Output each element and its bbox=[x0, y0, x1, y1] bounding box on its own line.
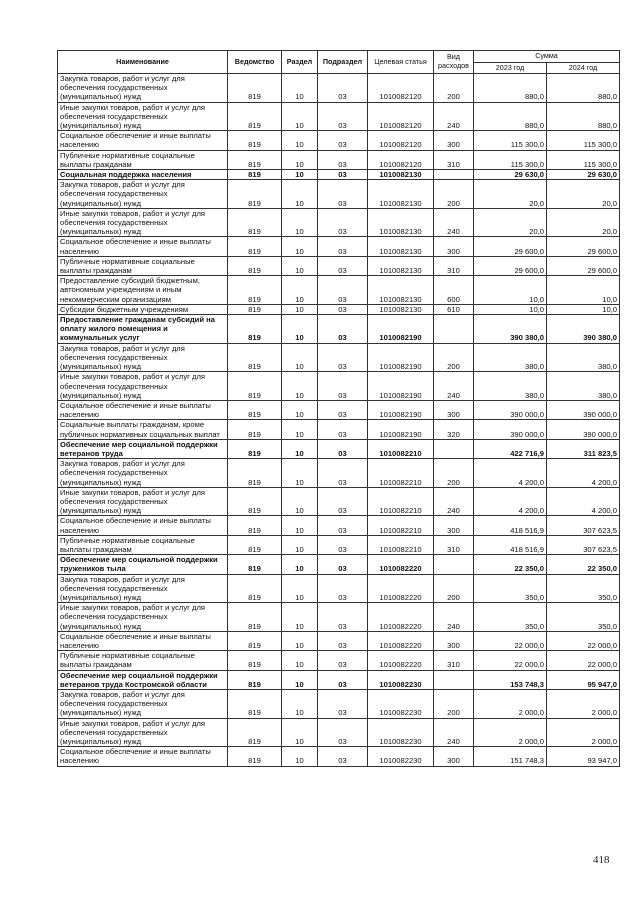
cell-name: Иные закупки товаров, работ и услуг для обеспечения государственных (муниципальных) нужд bbox=[58, 372, 228, 401]
cell-sum-2024: 390 000,0 bbox=[547, 400, 620, 419]
cell-sum-2023: 115 300,0 bbox=[474, 131, 547, 150]
table-row bbox=[58, 459, 620, 488]
cell-celevaya: 1010082220 bbox=[368, 631, 434, 650]
cell-sum-2023: 29 600,0 bbox=[474, 237, 547, 256]
cell-celevaya: 1010082210 bbox=[368, 516, 434, 535]
col-summa-header: Сумма bbox=[474, 51, 620, 63]
cell-vedomstvo: 819 bbox=[228, 670, 282, 689]
cell-vid: 240 bbox=[434, 208, 474, 237]
cell-podrazdel: 03 bbox=[318, 516, 368, 535]
cell-sum-2023: 20,0 bbox=[474, 208, 547, 237]
cell-razdel: 10 bbox=[282, 276, 318, 305]
cell-podrazdel: 03 bbox=[318, 747, 368, 766]
budget-table-sheet bbox=[57, 50, 619, 767]
cell-podrazdel: 03 bbox=[318, 574, 368, 603]
cell-sum-2023: 22 000,0 bbox=[474, 631, 547, 650]
cell-podrazdel: 03 bbox=[318, 102, 368, 131]
cell-vedomstvo: 819 bbox=[228, 372, 282, 401]
table-header bbox=[58, 51, 620, 74]
cell-sum-2023: 350,0 bbox=[474, 574, 547, 603]
cell-name: Предоставление гражданам субсидий на оплату жилого помещения и коммунальных услуг bbox=[58, 315, 228, 344]
cell-celevaya: 1010082190 bbox=[368, 400, 434, 419]
cell-podrazdel: 03 bbox=[318, 535, 368, 554]
cell-sum-2023: 2 000,0 bbox=[474, 690, 547, 719]
cell-vedomstvo: 819 bbox=[228, 535, 282, 554]
table-row bbox=[58, 276, 620, 305]
cell-podrazdel: 03 bbox=[318, 400, 368, 419]
cell-name: Социальное обеспечение и иные выплаты населению bbox=[58, 131, 228, 150]
cell-name: Публичные нормативные социальные выплаты гражданам bbox=[58, 256, 228, 275]
cell-razdel: 10 bbox=[282, 102, 318, 131]
cell-sum-2024: 10,0 bbox=[547, 304, 620, 314]
table-row bbox=[58, 487, 620, 516]
cell-razdel: 10 bbox=[282, 535, 318, 554]
cell-podrazdel: 03 bbox=[318, 420, 368, 439]
cell-name: Иные закупки товаров, работ и услуг для обеспечения государственных (муниципальных) нужд bbox=[58, 718, 228, 747]
cell-celevaya: 1010082220 bbox=[368, 603, 434, 632]
cell-sum-2024: 4 200,0 bbox=[547, 487, 620, 516]
budget-table bbox=[57, 50, 620, 767]
cell-vid bbox=[434, 670, 474, 689]
cell-vedomstvo: 819 bbox=[228, 131, 282, 150]
cell-celevaya: 1010082190 bbox=[368, 372, 434, 401]
cell-name: Публичные нормативные социальные выплаты гражданам bbox=[58, 535, 228, 554]
table-row bbox=[58, 102, 620, 131]
table-row bbox=[58, 372, 620, 401]
cell-celevaya: 1010082210 bbox=[368, 439, 434, 458]
cell-name: Социальное обеспечение и иные выплаты населению bbox=[58, 237, 228, 256]
cell-vid: 200 bbox=[434, 343, 474, 372]
cell-name: Социальное обеспечение и иные выплаты населению bbox=[58, 400, 228, 419]
cell-vedomstvo: 819 bbox=[228, 208, 282, 237]
cell-name: Иные закупки товаров, работ и услуг для обеспечения государственных (муниципальных) нужд bbox=[58, 487, 228, 516]
cell-vedomstvo: 819 bbox=[228, 237, 282, 256]
table-row bbox=[58, 74, 620, 103]
cell-celevaya: 1010082220 bbox=[368, 574, 434, 603]
cell-celevaya: 1010082210 bbox=[368, 535, 434, 554]
cell-vid: 240 bbox=[434, 603, 474, 632]
cell-sum-2023: 22 350,0 bbox=[474, 555, 547, 574]
cell-vedomstvo: 819 bbox=[228, 420, 282, 439]
cell-vid: 200 bbox=[434, 74, 474, 103]
cell-celevaya: 1010082230 bbox=[368, 747, 434, 766]
cell-celevaya: 1010082190 bbox=[368, 315, 434, 344]
cell-name: Закупка товаров, работ и услуг для обеспечения государственных (муниципальных) нужд bbox=[58, 74, 228, 103]
cell-vid: 300 bbox=[434, 131, 474, 150]
cell-celevaya: 1010082120 bbox=[368, 150, 434, 169]
cell-vedomstvo: 819 bbox=[228, 315, 282, 344]
cell-sum-2024: 880,0 bbox=[547, 102, 620, 131]
cell-vedomstvo: 819 bbox=[228, 690, 282, 719]
cell-vedomstvo: 819 bbox=[228, 459, 282, 488]
cell-vid: 310 bbox=[434, 150, 474, 169]
cell-razdel: 10 bbox=[282, 574, 318, 603]
cell-sum-2024: 307 623,5 bbox=[547, 535, 620, 554]
cell-sum-2024: 29 630,0 bbox=[547, 170, 620, 180]
cell-sum-2023: 380,0 bbox=[474, 343, 547, 372]
cell-podrazdel: 03 bbox=[318, 372, 368, 401]
cell-vedomstvo: 819 bbox=[228, 400, 282, 419]
cell-sum-2023: 151 748,3 bbox=[474, 747, 547, 766]
cell-sum-2024: 4 200,0 bbox=[547, 459, 620, 488]
table-row bbox=[58, 603, 620, 632]
cell-vid: 310 bbox=[434, 651, 474, 670]
cell-sum-2023: 390 000,0 bbox=[474, 400, 547, 419]
table-row bbox=[58, 208, 620, 237]
cell-sum-2024: 311 823,5 bbox=[547, 439, 620, 458]
cell-celevaya: 1010082120 bbox=[368, 102, 434, 131]
cell-celevaya: 1010082120 bbox=[368, 131, 434, 150]
cell-vedomstvo: 819 bbox=[228, 343, 282, 372]
cell-name: Иные закупки товаров, работ и услуг для обеспечения государственных (муниципальных) нужд bbox=[58, 603, 228, 632]
cell-sum-2024: 20,0 bbox=[547, 180, 620, 209]
cell-celevaya: 1010082190 bbox=[368, 343, 434, 372]
cell-razdel: 10 bbox=[282, 555, 318, 574]
cell-celevaya: 1010082230 bbox=[368, 670, 434, 689]
cell-vedomstvo: 819 bbox=[228, 170, 282, 180]
cell-podrazdel: 03 bbox=[318, 603, 368, 632]
cell-vedomstvo: 819 bbox=[228, 304, 282, 314]
table-row bbox=[58, 690, 620, 719]
cell-sum-2024: 380,0 bbox=[547, 372, 620, 401]
cell-podrazdel: 03 bbox=[318, 343, 368, 372]
cell-sum-2023: 4 200,0 bbox=[474, 487, 547, 516]
cell-sum-2024: 93 947,0 bbox=[547, 747, 620, 766]
table-row bbox=[58, 535, 620, 554]
cell-vid: 240 bbox=[434, 718, 474, 747]
cell-podrazdel: 03 bbox=[318, 487, 368, 516]
cell-sum-2024: 95 947,0 bbox=[547, 670, 620, 689]
table-row bbox=[58, 718, 620, 747]
cell-razdel: 10 bbox=[282, 74, 318, 103]
cell-sum-2023: 880,0 bbox=[474, 74, 547, 103]
cell-vedomstvo: 819 bbox=[228, 487, 282, 516]
cell-razdel: 10 bbox=[282, 439, 318, 458]
cell-sum-2023: 390 380,0 bbox=[474, 315, 547, 344]
cell-name: Социальное обеспечение и иные выплаты населению bbox=[58, 516, 228, 535]
cell-name: Закупка товаров, работ и услуг для обеспечения государственных (муниципальных) нужд bbox=[58, 343, 228, 372]
cell-celevaya: 1010082120 bbox=[368, 74, 434, 103]
cell-name: Предоставление субсидий бюджетным, автономным учреждениям и иным некоммерческим организациям bbox=[58, 276, 228, 305]
cell-podrazdel: 03 bbox=[318, 459, 368, 488]
cell-podrazdel: 03 bbox=[318, 315, 368, 344]
cell-celevaya: 1010082230 bbox=[368, 718, 434, 747]
cell-name: Закупка товаров, работ и услуг для обеспечения государственных (муниципальных) нужд bbox=[58, 690, 228, 719]
cell-razdel: 10 bbox=[282, 170, 318, 180]
cell-sum-2023: 29 600,0 bbox=[474, 256, 547, 275]
cell-razdel: 10 bbox=[282, 237, 318, 256]
cell-vedomstvo: 819 bbox=[228, 555, 282, 574]
cell-celevaya: 1010082220 bbox=[368, 555, 434, 574]
cell-vedomstvo: 819 bbox=[228, 74, 282, 103]
cell-vid: 300 bbox=[434, 631, 474, 650]
cell-celevaya: 1010082130 bbox=[368, 208, 434, 237]
cell-name: Закупка товаров, работ и услуг для обеспечения государственных (муниципальных) нужд bbox=[58, 180, 228, 209]
cell-vid: 240 bbox=[434, 102, 474, 131]
cell-name: Закупка товаров, работ и услуг для обеспечения государственных (муниципальных) нужд bbox=[58, 574, 228, 603]
cell-razdel: 10 bbox=[282, 718, 318, 747]
cell-vid: 240 bbox=[434, 372, 474, 401]
cell-celevaya: 1010082130 bbox=[368, 170, 434, 180]
cell-vid: 200 bbox=[434, 180, 474, 209]
cell-vedomstvo: 819 bbox=[228, 631, 282, 650]
col-2023-header: 2023 год bbox=[474, 63, 547, 74]
cell-vedomstvo: 819 bbox=[228, 439, 282, 458]
col-razdel-header: Раздел bbox=[282, 51, 318, 74]
cell-vedomstvo: 819 bbox=[228, 603, 282, 632]
cell-vedomstvo: 819 bbox=[228, 150, 282, 169]
cell-sum-2024: 350,0 bbox=[547, 603, 620, 632]
cell-sum-2023: 22 000,0 bbox=[474, 651, 547, 670]
table-row bbox=[58, 516, 620, 535]
cell-razdel: 10 bbox=[282, 747, 318, 766]
cell-podrazdel: 03 bbox=[318, 180, 368, 209]
col-name-header: Наименование bbox=[58, 51, 228, 74]
cell-podrazdel: 03 bbox=[318, 651, 368, 670]
cell-sum-2023: 4 200,0 bbox=[474, 459, 547, 488]
cell-vid: 300 bbox=[434, 400, 474, 419]
cell-podrazdel: 03 bbox=[318, 150, 368, 169]
cell-celevaya: 1010082210 bbox=[368, 459, 434, 488]
cell-razdel: 10 bbox=[282, 372, 318, 401]
table-row bbox=[58, 631, 620, 650]
cell-razdel: 10 bbox=[282, 670, 318, 689]
cell-vid bbox=[434, 315, 474, 344]
cell-sum-2023: 350,0 bbox=[474, 603, 547, 632]
cell-vid bbox=[434, 439, 474, 458]
col-vedomstvo-header: Ведомство bbox=[228, 51, 282, 74]
cell-name: Социальные выплаты гражданам, кроме публичных нормативных социальных выплат bbox=[58, 420, 228, 439]
cell-name: Иные закупки товаров, работ и услуг для обеспечения государственных (муниципальных) нужд bbox=[58, 102, 228, 131]
cell-vid: 600 bbox=[434, 276, 474, 305]
cell-razdel: 10 bbox=[282, 603, 318, 632]
cell-vedomstvo: 819 bbox=[228, 651, 282, 670]
cell-vid: 300 bbox=[434, 516, 474, 535]
page-number: 418 bbox=[593, 854, 610, 866]
table-body bbox=[58, 74, 620, 767]
cell-sum-2023: 380,0 bbox=[474, 372, 547, 401]
cell-name: Обеспечение мер социальной поддержки ветеранов труда Костромской области bbox=[58, 670, 228, 689]
cell-razdel: 10 bbox=[282, 631, 318, 650]
cell-celevaya: 1010082190 bbox=[368, 420, 434, 439]
cell-razdel: 10 bbox=[282, 256, 318, 275]
cell-podrazdel: 03 bbox=[318, 74, 368, 103]
cell-sum-2024: 29 600,0 bbox=[547, 237, 620, 256]
cell-razdel: 10 bbox=[282, 150, 318, 169]
cell-razdel: 10 bbox=[282, 420, 318, 439]
cell-sum-2023: 390 000,0 bbox=[474, 420, 547, 439]
table-row bbox=[58, 315, 620, 344]
cell-name: Социальное обеспечение и иные выплаты населению bbox=[58, 631, 228, 650]
cell-podrazdel: 03 bbox=[318, 208, 368, 237]
table-row bbox=[58, 304, 620, 314]
cell-podrazdel: 03 bbox=[318, 256, 368, 275]
cell-razdel: 10 bbox=[282, 180, 318, 209]
cell-sum-2024: 350,0 bbox=[547, 574, 620, 603]
cell-razdel: 10 bbox=[282, 343, 318, 372]
cell-sum-2023: 10,0 bbox=[474, 304, 547, 314]
cell-razdel: 10 bbox=[282, 315, 318, 344]
cell-name: Обеспечение мер социальной поддержки ветеранов труда bbox=[58, 439, 228, 458]
cell-vedomstvo: 819 bbox=[228, 180, 282, 209]
cell-name: Субсидии бюджетным учреждениям bbox=[58, 304, 228, 314]
cell-vid: 300 bbox=[434, 237, 474, 256]
cell-razdel: 10 bbox=[282, 651, 318, 670]
cell-sum-2023: 10,0 bbox=[474, 276, 547, 305]
cell-razdel: 10 bbox=[282, 459, 318, 488]
cell-name: Публичные нормативные социальные выплаты гражданам bbox=[58, 150, 228, 169]
cell-vedomstvo: 819 bbox=[228, 718, 282, 747]
table-row bbox=[58, 420, 620, 439]
cell-podrazdel: 03 bbox=[318, 131, 368, 150]
cell-podrazdel: 03 bbox=[318, 237, 368, 256]
cell-name: Социальная поддержка населения bbox=[58, 170, 228, 180]
cell-sum-2023: 115 300,0 bbox=[474, 150, 547, 169]
cell-razdel: 10 bbox=[282, 208, 318, 237]
cell-vedomstvo: 819 bbox=[228, 276, 282, 305]
col-vid-header: Вид расходов bbox=[434, 51, 474, 74]
cell-name: Закупка товаров, работ и услуг для обеспечения государственных (муниципальных) нужд bbox=[58, 459, 228, 488]
cell-vedomstvo: 819 bbox=[228, 102, 282, 131]
cell-celevaya: 1010082230 bbox=[368, 690, 434, 719]
table-row bbox=[58, 237, 620, 256]
table-row bbox=[58, 180, 620, 209]
cell-sum-2024: 2 000,0 bbox=[547, 690, 620, 719]
cell-razdel: 10 bbox=[282, 400, 318, 419]
cell-razdel: 10 bbox=[282, 304, 318, 314]
cell-vedomstvo: 819 bbox=[228, 747, 282, 766]
cell-celevaya: 1010082130 bbox=[368, 304, 434, 314]
cell-vid: 200 bbox=[434, 690, 474, 719]
cell-sum-2024: 2 000,0 bbox=[547, 718, 620, 747]
cell-name: Обеспечение мер социальной поддержки тружеников тыла bbox=[58, 555, 228, 574]
cell-name: Иные закупки товаров, работ и услуг для обеспечения государственных (муниципальных) нужд bbox=[58, 208, 228, 237]
cell-sum-2024: 307 623,5 bbox=[547, 516, 620, 535]
table-row bbox=[58, 670, 620, 689]
table-row bbox=[58, 256, 620, 275]
cell-sum-2023: 418 516,9 bbox=[474, 535, 547, 554]
cell-vid: 310 bbox=[434, 256, 474, 275]
cell-podrazdel: 03 bbox=[318, 718, 368, 747]
col-2024-header: 2024 год bbox=[547, 63, 620, 74]
cell-sum-2023: 153 748,3 bbox=[474, 670, 547, 689]
cell-sum-2023: 418 516,9 bbox=[474, 516, 547, 535]
table-row bbox=[58, 651, 620, 670]
col-podrazdel-header: Подраздел bbox=[318, 51, 368, 74]
cell-vid: 320 bbox=[434, 420, 474, 439]
cell-razdel: 10 bbox=[282, 131, 318, 150]
cell-razdel: 10 bbox=[282, 516, 318, 535]
cell-sum-2024: 390 000,0 bbox=[547, 420, 620, 439]
cell-podrazdel: 03 bbox=[318, 631, 368, 650]
cell-podrazdel: 03 bbox=[318, 690, 368, 719]
cell-podrazdel: 03 bbox=[318, 304, 368, 314]
table-row bbox=[58, 439, 620, 458]
cell-name: Публичные нормативные социальные выплаты гражданам bbox=[58, 651, 228, 670]
cell-vedomstvo: 819 bbox=[228, 574, 282, 603]
cell-celevaya: 1010082130 bbox=[368, 180, 434, 209]
cell-sum-2024: 22 350,0 bbox=[547, 555, 620, 574]
cell-celevaya: 1010082130 bbox=[368, 276, 434, 305]
cell-vid: 200 bbox=[434, 574, 474, 603]
cell-sum-2024: 10,0 bbox=[547, 276, 620, 305]
cell-razdel: 10 bbox=[282, 487, 318, 516]
cell-podrazdel: 03 bbox=[318, 670, 368, 689]
cell-sum-2024: 20,0 bbox=[547, 208, 620, 237]
cell-vid: 310 bbox=[434, 535, 474, 554]
cell-sum-2023: 29 630,0 bbox=[474, 170, 547, 180]
table-row bbox=[58, 150, 620, 169]
cell-vedomstvo: 819 bbox=[228, 256, 282, 275]
table-row bbox=[58, 343, 620, 372]
cell-celevaya: 1010082130 bbox=[368, 237, 434, 256]
cell-podrazdel: 03 bbox=[318, 439, 368, 458]
cell-vid: 610 bbox=[434, 304, 474, 314]
cell-name: Социальное обеспечение и иные выплаты населению bbox=[58, 747, 228, 766]
cell-podrazdel: 03 bbox=[318, 170, 368, 180]
cell-sum-2024: 390 380,0 bbox=[547, 315, 620, 344]
cell-sum-2024: 22 000,0 bbox=[547, 651, 620, 670]
cell-sum-2023: 20,0 bbox=[474, 180, 547, 209]
cell-podrazdel: 03 bbox=[318, 276, 368, 305]
table-row bbox=[58, 555, 620, 574]
cell-sum-2023: 880,0 bbox=[474, 102, 547, 131]
table-row bbox=[58, 400, 620, 419]
cell-celevaya: 1010082210 bbox=[368, 487, 434, 516]
cell-vid: 240 bbox=[434, 487, 474, 516]
cell-sum-2023: 2 000,0 bbox=[474, 718, 547, 747]
cell-vid bbox=[434, 170, 474, 180]
cell-sum-2024: 380,0 bbox=[547, 343, 620, 372]
cell-celevaya: 1010082220 bbox=[368, 651, 434, 670]
cell-vid bbox=[434, 555, 474, 574]
cell-sum-2024: 115 300,0 bbox=[547, 150, 620, 169]
cell-sum-2024: 29 600,0 bbox=[547, 256, 620, 275]
col-celevaya-header: Целевая статья bbox=[368, 51, 434, 74]
cell-vid: 300 bbox=[434, 747, 474, 766]
cell-razdel: 10 bbox=[282, 690, 318, 719]
table-row bbox=[58, 747, 620, 766]
cell-podrazdel: 03 bbox=[318, 555, 368, 574]
table-row bbox=[58, 131, 620, 150]
cell-sum-2024: 115 300,0 bbox=[547, 131, 620, 150]
cell-sum-2024: 880,0 bbox=[547, 74, 620, 103]
cell-vid: 200 bbox=[434, 459, 474, 488]
cell-celevaya: 1010082130 bbox=[368, 256, 434, 275]
cell-sum-2024: 22 000,0 bbox=[547, 631, 620, 650]
cell-sum-2023: 422 716,9 bbox=[474, 439, 547, 458]
cell-vedomstvo: 819 bbox=[228, 516, 282, 535]
table-row bbox=[58, 574, 620, 603]
table-row bbox=[58, 170, 620, 180]
